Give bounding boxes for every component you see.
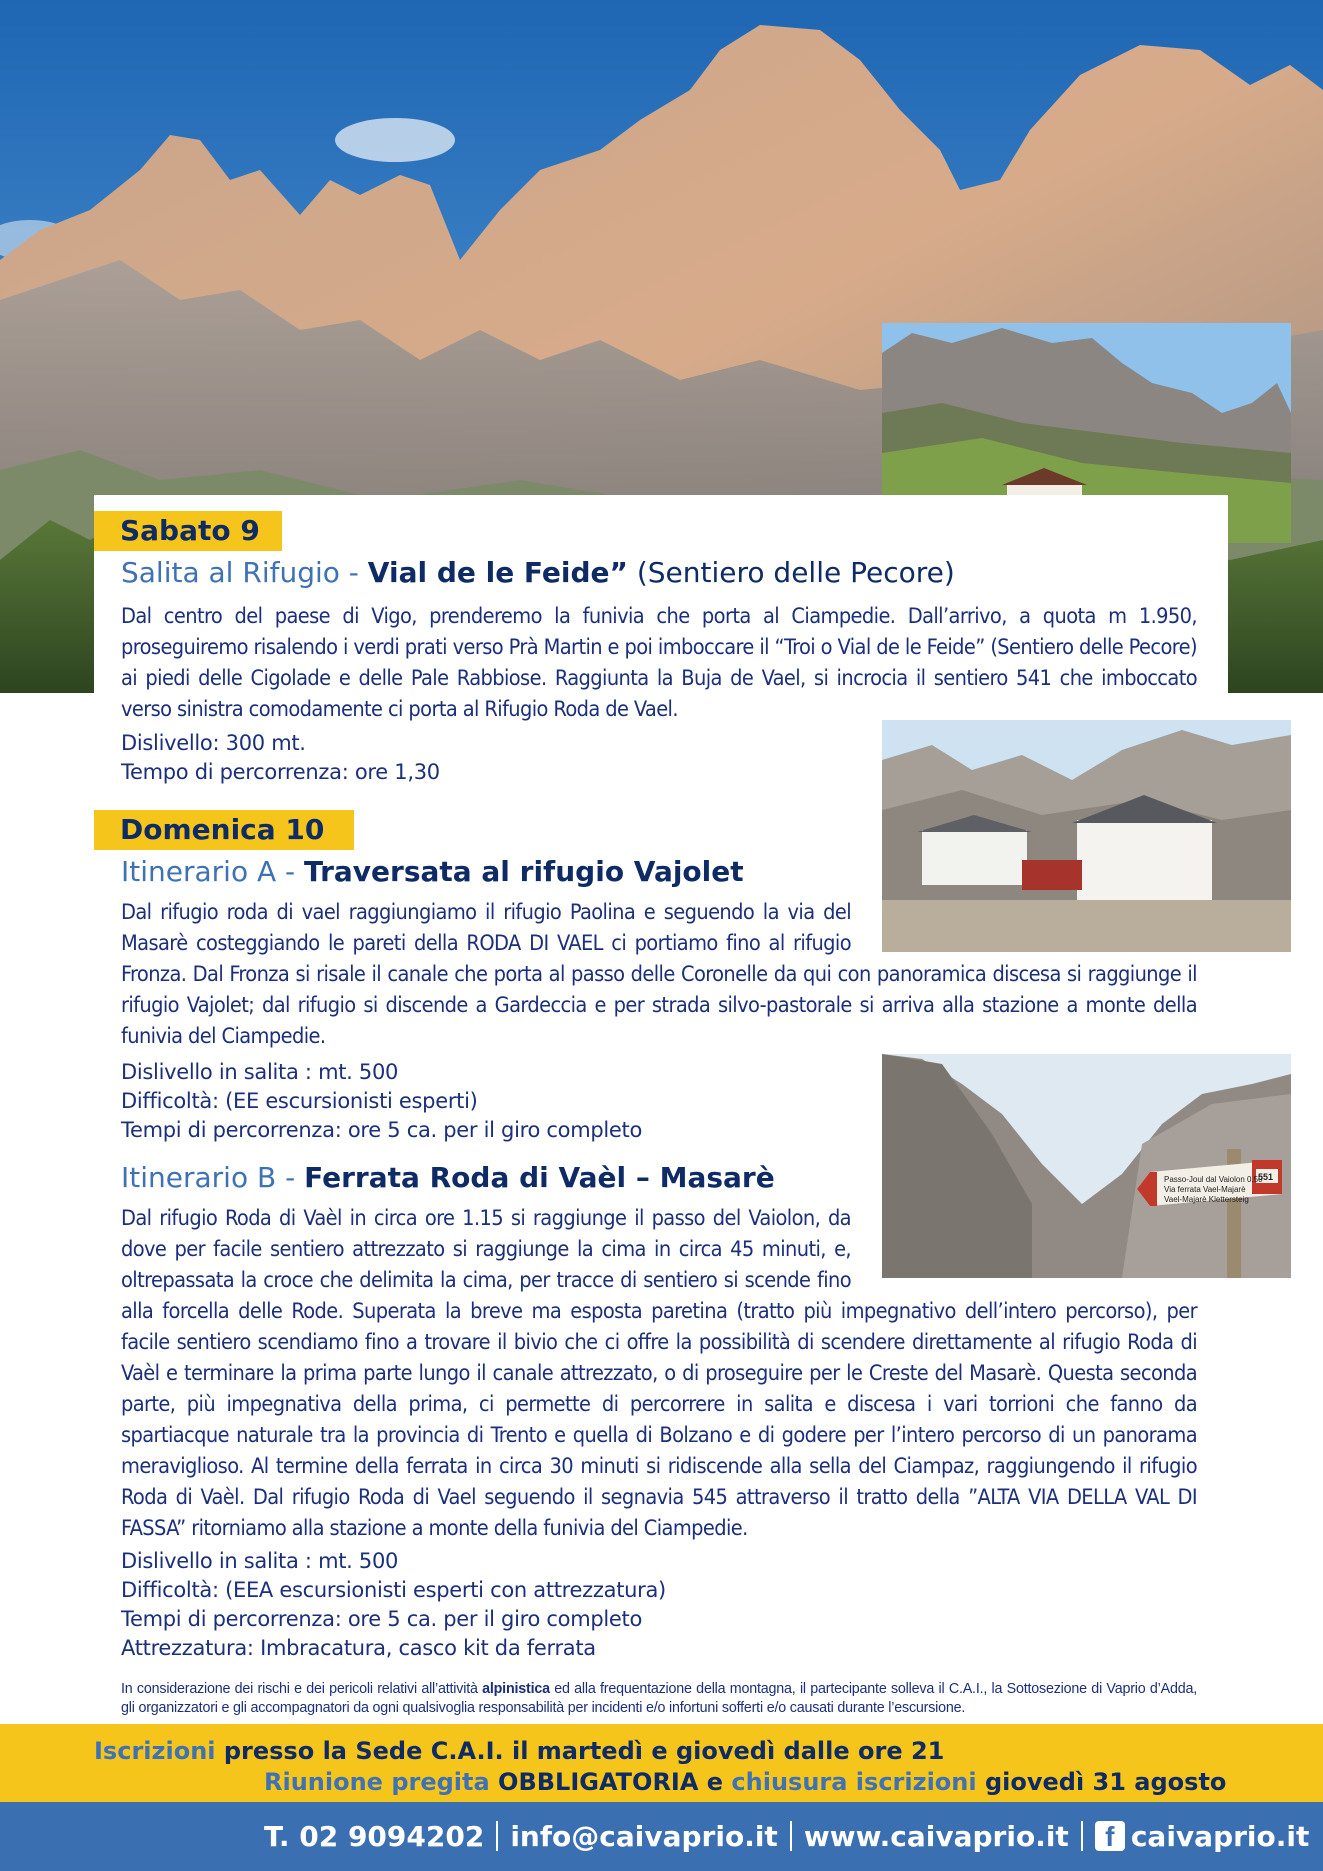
itinerario-b-spec-dislivello: Dislivello in salita : mt. 500 [121, 1549, 399, 1573]
itinerario-b-spec-tempi: Tempi di percorrenza: ore 5 ca. per il giro completo [121, 1607, 643, 1631]
sabato-spec-dislivello: Dislivello: 300 mt. [121, 731, 306, 755]
disclaimer-bold: alpinistica [482, 1681, 550, 1697]
disclaimer-text-1: In considerazione dei rischi e dei pericoli relativi all’attività [121, 1681, 483, 1697]
separator [496, 1821, 498, 1851]
separator [790, 1821, 792, 1851]
riunione-label: Riunione pregita [264, 1768, 490, 1796]
itinerario-a-title-bold: Traversata al rifugio Vajolet [304, 855, 744, 888]
sabato-spec-tempo: Tempo di percorrenza: ore 1,30 [121, 760, 440, 784]
itinerario-a-spec-difficolta: Difficoltà: (EE escursionisti esperti) [121, 1089, 478, 1113]
meeting-line [264, 1768, 1226, 1796]
itinerario-a-spec-tempi: Tempi di percorrenza: ore 5 ca. per il giro completo [121, 1118, 643, 1142]
facebook-icon[interactable]: f [1095, 1821, 1125, 1851]
itinerario-b-spec-attrezzatura: Attrezzatura: Imbracatura, casco kit da ferrata [121, 1636, 596, 1660]
liability-disclaimer [121, 1680, 1197, 1718]
email-link[interactable]: info@caivaprio.it [510, 1819, 778, 1853]
website-link[interactable]: www.caivaprio.it [803, 1819, 1069, 1853]
itinerario-b-description [121, 1203, 1197, 1544]
phone-number: T. 02 9094202 [264, 1819, 485, 1853]
sabato-text: Dal centro del paese di Vigo, prenderemo la funivia che porta al Ciampedie. Dall’arrivo, a quota m 1.950, proseguiremo risalendo i verdi prati verso Prà Martin e poi imboccare il “Troi o Vial de le Feide” (Sentiero delle Pecore) ai piedi delle Cigolade e delle Pale Rabbiose. Raggiunta la Buja de Vael, si incrocia il sentiero 541 che imboccato verso sinistra comodamente ci porta al Rifugio Roda de Vael. [121, 604, 1197, 722]
sabato-description [121, 601, 1197, 725]
itinerario-a-specs [121, 1058, 642, 1145]
sign-line-2: Via ferrata Vael-Majarè [1164, 1185, 1246, 1194]
itinerario-a-description [121, 897, 1197, 1052]
sabato-title-bold: Vial de le Feide” [367, 556, 628, 589]
iscrizioni-text: presso la Sede C.A.I. il martedì e giovedì dalle ore 21 [215, 1737, 945, 1765]
chiusura-label: chiusura iscrizioni [731, 1768, 977, 1796]
itinerario-a-title [121, 855, 744, 888]
contact-info [264, 1812, 1309, 1860]
itinerario-b-title [121, 1161, 775, 1194]
disclaimer-text-2: ed alla frequentazione della montagna, il partecipante solleva il C.A.I., la Sottosezione di Vaprio d’Adda, gli organizzatori e gli accompagnatori da ogni qualsivoglia responsabilità per incidenti e/o infortuni sofferti e/o causati durante l’escursione. [121, 1681, 1197, 1716]
sign-number: 551 [1258, 1172, 1274, 1182]
registration-line [94, 1737, 944, 1765]
sabato-title-light: Salita al Rifugio - [121, 556, 368, 589]
obbligatoria-text: OBBLIGATORIA e [489, 1768, 732, 1796]
sign-line-3: Vael-Majarè Klettersteig [1164, 1195, 1249, 1204]
iscrizioni-label: Iscrizioni [94, 1737, 216, 1765]
itinerario-b-text: Dal rifugio Roda di Vaèl in circa ore 1.15 si raggiunge il passo del Vaiolon, da dove per facile sentiero attrezzato si raggiunge la cima in circa 45 minuti, e, oltrepassata la croce che delimita la cima, per tracce di sentiero si scende fino alla forcella delle Rode. Superata la breve ma esposta paretina (tratto più impegnativo dell’intero percorso), per facile sentiero scendiamo fino a trovare il bivio che ci offre la possibilità di scendere direttamente al rifugio Roda di Vaèl e terminare la prima parte lungo il canale attrezzato, o di proseguire per le Creste del Masarè. Questa seconda parte, più impegnativa della prima, ci permette di percorrere in salita e discesa i vari torrioni che fanno da spartiacque naturale tra la provincia di Trento e quella di Bolzano e di godere per l’intero percorso di un panorama meraviglioso. Al termine della ferrata in circa 30 minuti si ridiscende alla sella del Ciampaz, raggiungendo il rifugio Roda di Vaèl. Dal rifugio Roda di Vael seguendo il segnavia 545 attraverso il tratto della ”ALTA VIA DELLA VAL DI FASSA” ritorniamo alla stazione a monte della funivia del Ciampedie. [121, 1206, 1197, 1541]
itinerario-a-title-light: Itinerario A - [121, 855, 305, 888]
facebook-link[interactable]: caivaprio.it [1130, 1819, 1310, 1853]
day-badge-sabato: Sabato 9 [94, 511, 282, 551]
sabato-specs [121, 729, 440, 787]
separator [1081, 1821, 1083, 1851]
itinerario-b-title-bold: Ferrata Roda di Vaèl – Masarè [304, 1161, 775, 1194]
sabato-title [121, 556, 955, 589]
sign-line-1: Passo-Joul dal Vaiolon 0.50 [1164, 1175, 1263, 1184]
sabato-title-paren: (Sentiero delle Pecore) [627, 556, 955, 589]
itinerario-b-spec-difficolta: Difficoltà: (EEA escursionisti esperti con attrezzatura) [121, 1578, 666, 1602]
day-badge-domenica: Domenica 10 [94, 810, 354, 850]
chiusura-date: giovedì 31 agosto [976, 1768, 1227, 1796]
itinerario-b-specs [121, 1547, 666, 1663]
itinerario-b-title-light: Itinerario B - [121, 1161, 305, 1194]
itinerario-a-spec-dislivello: Dislivello in salita : mt. 500 [121, 1060, 399, 1084]
itinerario-a-text: Dal rifugio roda di vael raggiungiamo il rifugio Paolina e seguendo la via del Masarè costeggiando le pareti della RODA DI VAEL ci portiamo fino al rifugio Fronza. Dal Fronza si risale il canale che porta al passo delle Coronelle da qui con panoramica discesa si raggiunge il rifugio Vajolet; dal rifugio si discende a Gardeccia e per strada silvo-pastorale si arriva alla stazione a monte della funivia del Ciampedie. [121, 900, 1197, 1049]
